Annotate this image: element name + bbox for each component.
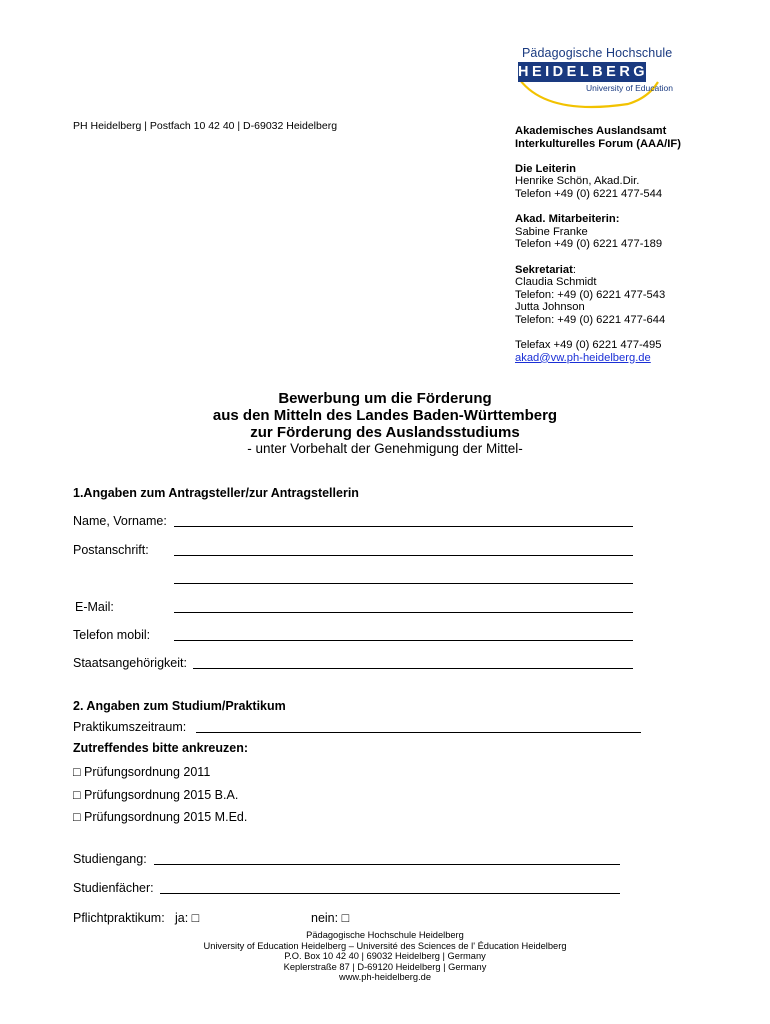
email-field[interactable] xyxy=(174,612,633,613)
footer-line2: University of Education Heidelberg – Université des Sciences de l' Éducation Heidelberg xyxy=(203,940,567,951)
address-label: Postanschrift: xyxy=(73,543,149,557)
footer-line1: Pädagogische Hochschule Heidelberg xyxy=(306,930,464,940)
footer-website: www.ph-heidelberg.de xyxy=(339,972,431,983)
logo-name: HEIDELBERG xyxy=(518,64,649,80)
footer-line4: Keplerstraße 87 | D-69120 Heidelberg | Germany xyxy=(283,961,487,972)
title-line1: Bewerbung um die Förderung xyxy=(278,390,492,407)
logo-line1: Pädagogische Hochschule xyxy=(522,46,673,60)
period-field[interactable] xyxy=(196,732,641,733)
head-phone: Telefon +49 (0) 6221 477-544 xyxy=(515,187,663,200)
option-po-2011[interactable]: □ Prüfungsordnung 2011 xyxy=(73,765,211,779)
subjects-field[interactable] xyxy=(160,893,620,894)
staff-title: Akad. Mitarbeiterin: xyxy=(515,213,620,226)
section2-heading: 2. Angaben zum Studium/Praktikum xyxy=(73,699,286,713)
sec2-phone: Telefon: +49 (0) 6221 477-644 xyxy=(515,313,666,326)
university-logo xyxy=(508,46,673,110)
sender-line: PH Heidelberg | Postfach 10 42 40 | D-69032 Heidelberg xyxy=(73,120,338,132)
logo-tagline: University of Education xyxy=(586,83,673,93)
head-title: Die Leiterin xyxy=(515,162,576,175)
address-field-1[interactable] xyxy=(174,555,633,556)
secretariat-title: Sekretariat xyxy=(515,263,573,276)
internship-no-checkbox[interactable]: nein: □ xyxy=(311,911,350,925)
fax: Telefax +49 (0) 6221 477-495 xyxy=(515,339,662,352)
instruction: Zutreffendes bitte ankreuzen: xyxy=(73,741,249,755)
footer-line3: P.O. Box 10 42 40 | 69032 Heidelberg | Germany xyxy=(284,951,486,962)
contact-block xyxy=(515,125,681,364)
internship-yes-checkbox[interactable]: ja: □ xyxy=(175,911,200,925)
staff-name: Sabine Franke xyxy=(515,225,588,238)
staff-phone: Telefon +49 (0) 6221 477-189 xyxy=(515,238,663,251)
option-po-2015-ba[interactable]: □ Prüfungsordnung 2015 B.A. xyxy=(73,788,239,802)
forum-name: Interkulturelles Forum (AAA/IF) xyxy=(515,137,681,150)
sec1-phone: Telefon: +49 (0) 6221 477-543 xyxy=(515,288,666,301)
option-po-2015-med[interactable]: □ Prüfungsordnung 2015 M.Ed. xyxy=(73,810,248,824)
phone-label: Telefon mobil: xyxy=(73,628,151,642)
footer xyxy=(0,930,770,983)
internship-label: Pflichtpraktikum: xyxy=(73,911,165,925)
email-label: E-Mail: xyxy=(75,600,114,614)
address-field-2[interactable] xyxy=(174,583,633,584)
section1-heading: 1.Angaben zum Antragsteller/zur Antragstellerin xyxy=(73,486,359,500)
title-line2: aus den Mitteln des Landes Baden-Württemberg xyxy=(212,407,558,424)
nationality-label: Staatsangehörigkeit: xyxy=(73,656,187,670)
nationality-field[interactable] xyxy=(193,668,633,669)
title-line3: zur Förderung des Auslandsstudiums xyxy=(250,424,520,441)
sec2-name: Jutta Johnson xyxy=(515,301,585,314)
period-label: Praktikumszeitraum: xyxy=(73,720,187,734)
name-field[interactable] xyxy=(174,526,633,527)
email-link[interactable]: akad@vw.ph-heidelberg.de xyxy=(515,351,651,364)
subtitle: - unter Vorbehalt der Genehmigung der Mittel- xyxy=(247,441,523,456)
subjects-label: Studienfächer: xyxy=(73,881,154,895)
name-label: Name, Vorname: xyxy=(73,514,167,528)
sec1-name: Claudia Schmidt xyxy=(515,276,597,289)
phone-field[interactable] xyxy=(174,640,633,641)
secretariat-colon: : xyxy=(572,263,576,276)
course-field[interactable] xyxy=(154,864,620,865)
office-name: Akademisches Auslandsamt xyxy=(515,125,667,137)
course-label: Studiengang: xyxy=(73,852,147,866)
head-name: Henrike Schön, Akad.Dir. xyxy=(515,175,640,188)
